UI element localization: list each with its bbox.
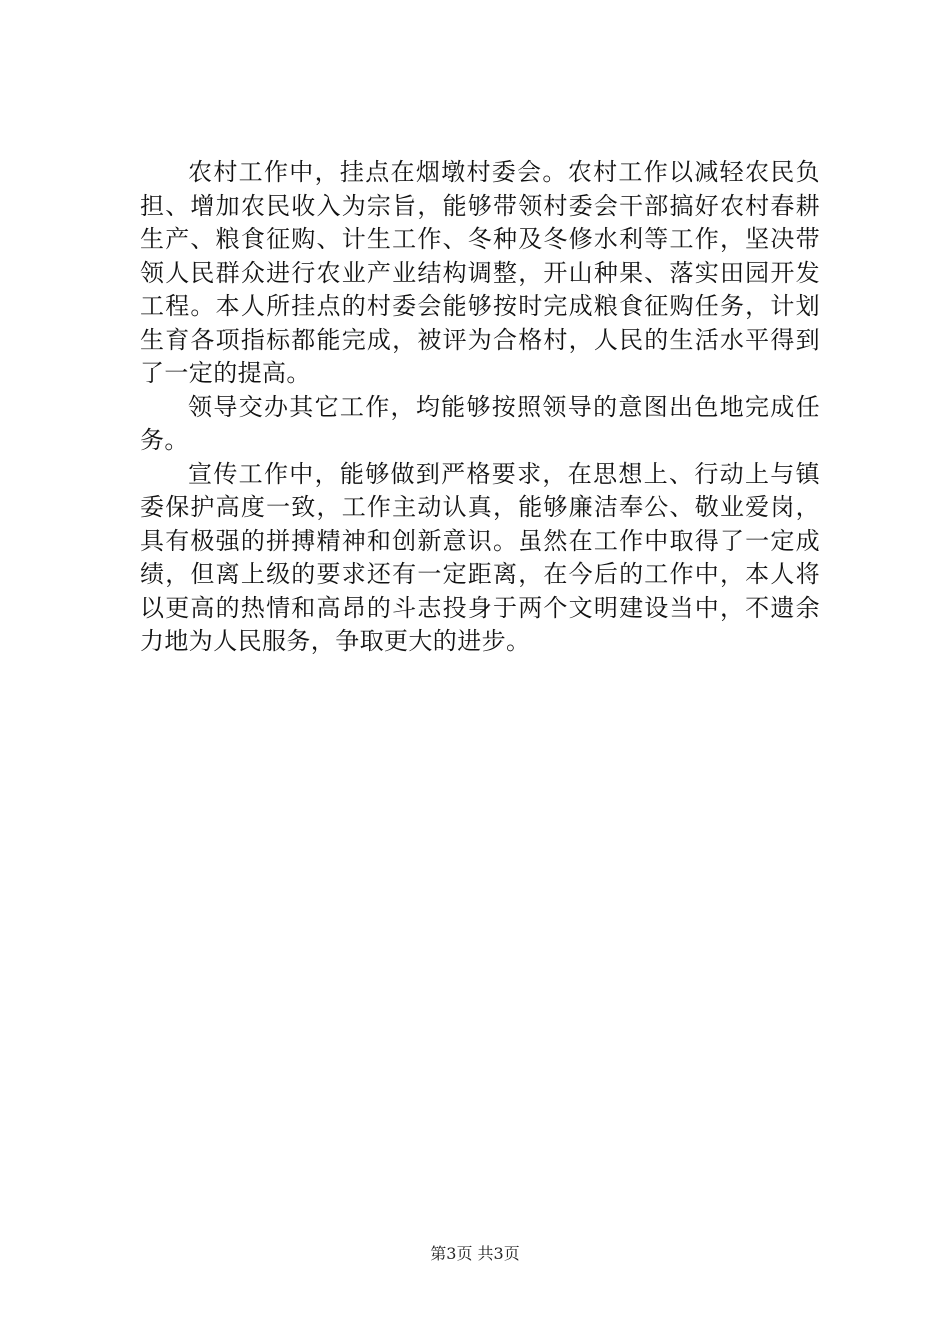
page-footer xyxy=(0,1244,950,1264)
paragraph-publicity-work: 宣传工作中，能够做到严格要求，在思想上、行动上与镇委保护高度一致，工作主动认真，能够廉洁奉公、敬业爱岗，具有极强的拼搏精神和创新意识。虽然在工作中取得了一定成绩，但离上级的要求还有一定距离，在今后的工作中，本人将以更高的热情和高昂的斗志投身于两个文明建设当中，不遗余力地为人民服务，争取更大的进步。 xyxy=(140,459,820,655)
document-body xyxy=(140,156,820,659)
page-total: 共3页 xyxy=(477,1244,520,1263)
paragraph-leadership-tasks: 领导交办其它工作，均能够按照领导的意图出色地完成任务。 xyxy=(140,392,820,454)
paragraph-rural-work: 农村工作中，挂点在烟墩村委会。农村工作以减轻农民负担、增加农民收入为宗旨，能够带领村委会干部搞好农村春耕生产、粮食征购、计生工作、冬种及冬修水利等工作，坚决带领人民群众进行农业产业结构调整，开山种果、落实田园开发工程。本人所挂点的村委会能够按时完成粮食征购任务，计划生育各项指标都能完成，被评为合格村，人民的生活水平得到了一定的提高。 xyxy=(140,158,820,387)
page-number: 第3页 xyxy=(430,1244,473,1263)
